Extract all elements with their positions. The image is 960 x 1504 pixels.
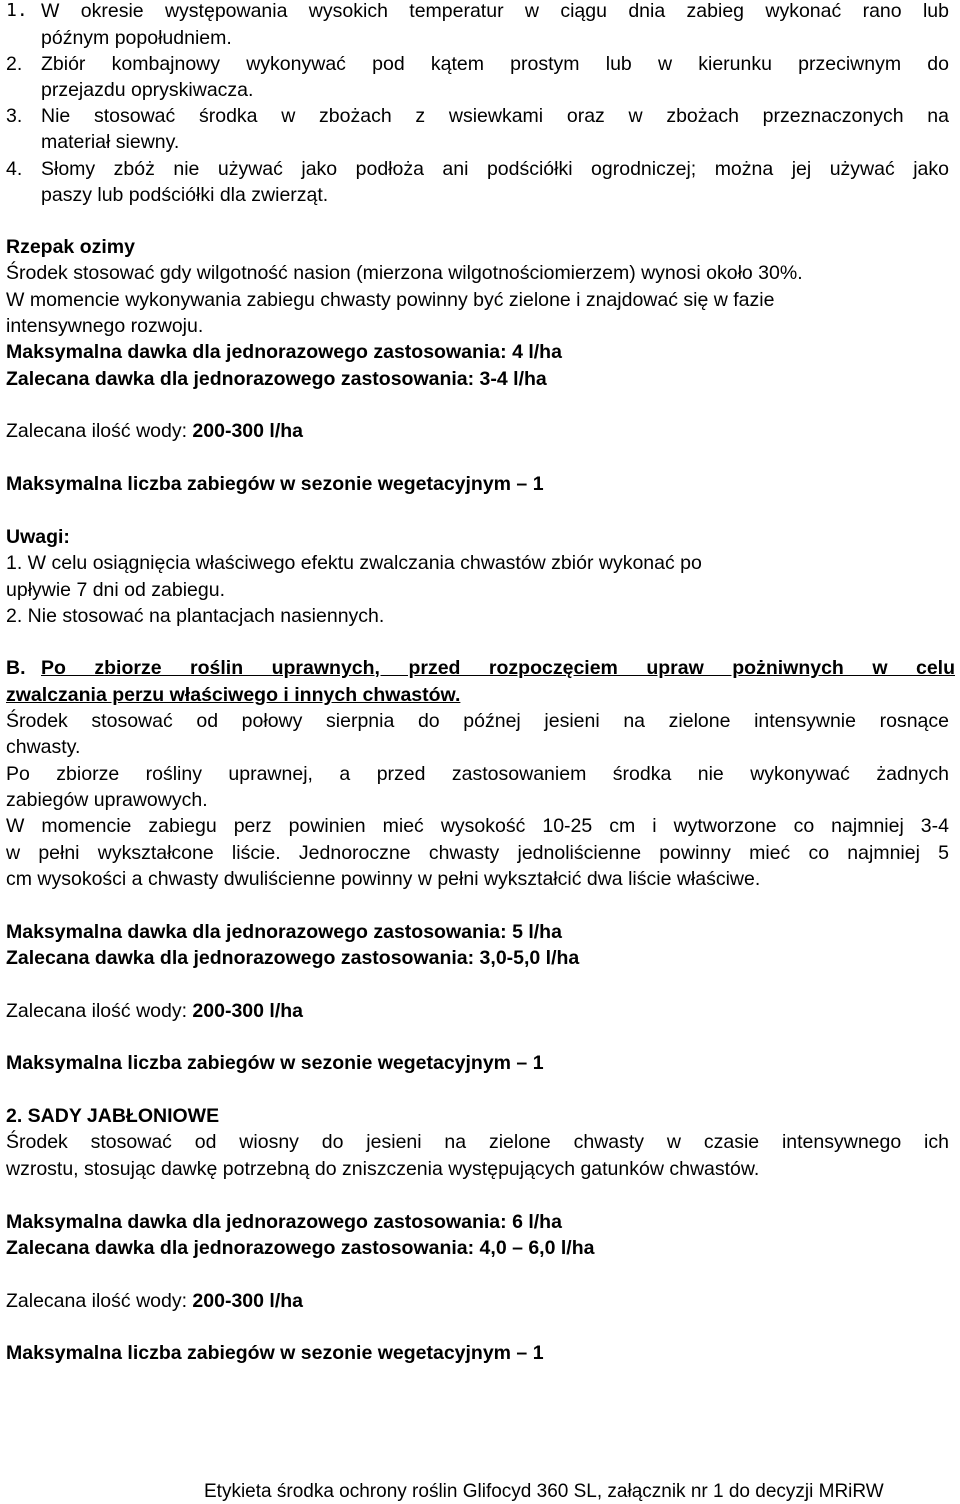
water-label: Zalecana ilość wody:	[6, 420, 193, 442]
text-line: W momencie wykonywania zabiegu chwasty powinny być zielone i znajdować się w fazie	[6, 289, 775, 311]
text-line: materiał siewny.	[41, 131, 180, 153]
water-amount-line	[6, 1002, 303, 1022]
recommended-dose-line: Zalecana dawka dla jednorazowego zastosowania: 4,0 – 6,0 l/ha	[6, 1237, 595, 1259]
water-label: Zalecana ilość wody:	[6, 1000, 193, 1022]
max-dose-line: Maksymalna dawka dla jednorazowego zastosowania: 4 l/ha	[6, 341, 562, 363]
text-line: paszy lub podściółki dla zwierząt.	[41, 184, 329, 206]
max-dose-line: Maksymalna dawka dla jednorazowego zastosowania: 6 l/ha	[6, 1211, 562, 1233]
text-line: chwasty.	[6, 736, 81, 758]
text-line: W okresie występowania wysokich temperatur w ciągu dnia zabieg wykonać rano lub	[41, 0, 949, 22]
text-line: intensywnego rozwoju.	[6, 315, 204, 337]
section-heading: Po zbiorze roślin uprawnych, przed rozpoczęciem upraw pożniwnych w celu	[41, 657, 955, 679]
water-value: 200-300 l/ha	[192, 420, 303, 442]
text-line: Środek stosować gdy wilgotność nasion (mierzona wilgotnościomierzem) wynosi około 30%.	[6, 262, 803, 284]
text-line: w pełni wykształcone liście. Jednoroczne chwasty jednoliścienne powinny mieć co najmniej 5	[6, 842, 949, 864]
text-line: wzrostu, stosując dawkę potrzebną do zniszczenia występujących gatunków chwastów.	[6, 1158, 760, 1180]
section-letter: B.	[6, 657, 26, 679]
text-line: przejazdu opryskiwacza.	[41, 79, 254, 101]
text-line: cm wysokości a chwasty dwuliścienne powinny w pełni wykształcić dwa liście właściwe.	[6, 868, 761, 890]
max-dose-line: Maksymalna dawka dla jednorazowego zastosowania: 5 l/ha	[6, 921, 562, 943]
list-number: 4.	[6, 158, 23, 180]
notes-heading: Uwagi:	[6, 526, 70, 548]
text-line: Środek stosować od połowy sierpnia do późnej jesieni na zielone intensywnie rosnące	[6, 710, 949, 732]
water-value: 200-300 l/ha	[192, 1000, 303, 1022]
list-number: 3.	[6, 105, 23, 127]
text-line: 1. W celu osiągnięcia właściwego efektu zwalczania chwastów zbiór wykonać po	[6, 552, 702, 574]
text-line: Zbiór kombajnowy wykonywać pod kątem prostym lub w kierunku przeciwnym do	[41, 53, 949, 75]
recommended-dose-line: Zalecana dawka dla jednorazowego zastosowania: 3-4 l/ha	[6, 368, 547, 390]
section-heading: zwalczania perzu właściwego i innych chwastów.	[6, 684, 461, 706]
text-line: W momencie zabiegu perz powinien mieć wysokość 10-25 cm i wytworzone co najmniej 3-4	[6, 815, 949, 837]
text-line: 2. Nie stosować na plantacjach nasiennych.	[6, 605, 385, 627]
section-heading: Rzepak ozimy	[6, 236, 135, 258]
section-heading: 2. SADY JABŁONIOWE	[6, 1105, 220, 1127]
text-line: Nie stosować środka w zbożach z wsiewkami oraz w zbożach przeznaczonych na	[41, 105, 949, 127]
water-amount-line	[6, 1292, 303, 1312]
text-line: upływie 7 dni od zabiegu.	[6, 579, 225, 601]
text-line: Środek stosować od wiosny do jesieni na zielone chwasty w czasie intensywnego ich	[6, 1131, 949, 1153]
text-line: Słomy zbóż nie używać jako podłoża ani podściółki ogrodniczej; można jej używać jako	[41, 158, 949, 180]
text-line: późnym popołudniem.	[41, 27, 232, 49]
water-value: 200-300 l/ha	[192, 1290, 303, 1312]
water-label: Zalecana ilość wody:	[6, 1290, 193, 1312]
max-treatments-line: Maksymalna liczba zabiegów w sezonie wegetacyjnym – 1	[6, 1342, 544, 1364]
recommended-dose-line: Zalecana dawka dla jednorazowego zastosowania: 3,0-5,0 l/ha	[6, 947, 580, 969]
list-number: 1.	[6, 0, 28, 21]
max-treatments-line: Maksymalna liczba zabiegów w sezonie wegetacyjnym – 1	[6, 473, 544, 495]
page-footer: Etykieta środka ochrony roślin Glifocyd 360 SL, załącznik nr 1 do decyzji MRiRW	[204, 1481, 884, 1502]
text-line: Po zbiorze rośliny uprawnej, a przed zastosowaniem środka nie wykonywać żadnych	[6, 763, 949, 785]
water-amount-line	[6, 422, 303, 442]
text-line: zabiegów uprawowych.	[6, 789, 208, 811]
max-treatments-line: Maksymalna liczba zabiegów w sezonie wegetacyjnym – 1	[6, 1052, 544, 1074]
list-number: 2.	[6, 53, 23, 75]
